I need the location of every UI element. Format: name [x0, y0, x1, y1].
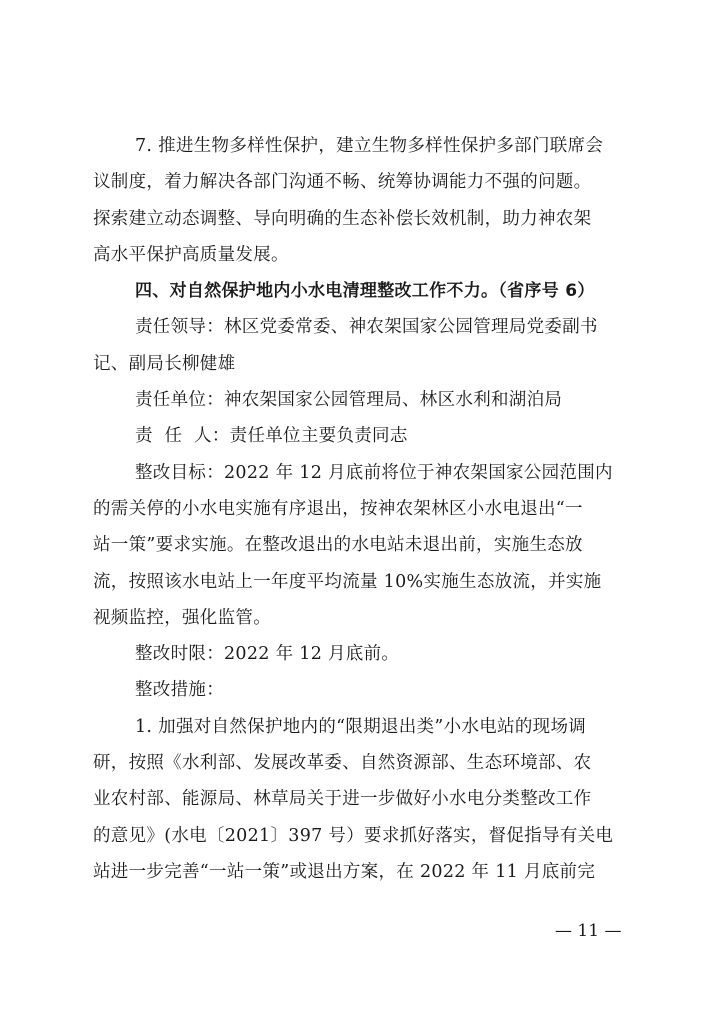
page-number: — 11 — — [555, 921, 622, 941]
document-body — [93, 128, 633, 890]
text-line: 议制度，着力解决各部门沟通不畅、统筹协调能力不强的问题。 — [93, 172, 592, 193]
text-line: 站进一步完善“一站一策”或退出方案，在 2022 年 11 月底前完 — [93, 861, 596, 882]
text-line: 7. 推进生物多样性保护，建立生物多样性保护多部门联席会 — [135, 136, 604, 156]
text-line: 流，按照该水电站上一年度平均流量 10%实施生态放流，并实施 — [93, 571, 602, 592]
text-line: 的需关停的小水电实施有序退出，按神农架林区小水电退出“一 — [93, 498, 583, 519]
text-line: 1. 加强对自然保护地内的“限期退出类”小水电站的现场调 — [135, 716, 587, 737]
text-line: 整改措施： — [135, 680, 224, 701]
text-line: 业农村部、能源局、林草局关于进一步做好小水电分类整改工作 — [93, 789, 592, 810]
text-line: 记、副局长柳健雄 — [93, 353, 236, 374]
text-line: 站一策”要求实施。在整改退出的水电站未退出前，实施生态放 — [93, 535, 583, 556]
text-line: 的意见》(水电〔2021〕397 号）要求抓好落实，督促指导有关电 — [93, 825, 614, 846]
text-line: 研，按照《水利部、发展改革委、自然资源部、生态环境部、农 — [93, 753, 592, 774]
section-heading: 四、对自然保护地内小水电清理整改工作不力。（省序号 6） — [135, 281, 595, 302]
text-line: 责任单位：神农架国家公园管理局、林区水利和湖泊局 — [135, 390, 563, 411]
text-line: 整改目标：2022 年 12 月底前将位于神农架国家公园范围内 — [135, 462, 613, 483]
text-line: 高水平保护高质量发展。 — [93, 244, 289, 265]
text-line: 责 任 人：责任单位主要负责同志 — [135, 426, 408, 447]
text-line: 责任领导：林区党委常委、神农架国家公园管理局党委副书 — [135, 317, 598, 338]
text-line: 探索建立动态调整、导向明确的生态补偿长效机制，助力神农架 — [93, 208, 592, 229]
text-line: 视频监控，强化监管。 — [93, 607, 271, 628]
text-line: 整改时限：2022 年 12 月底前。 — [135, 644, 400, 665]
